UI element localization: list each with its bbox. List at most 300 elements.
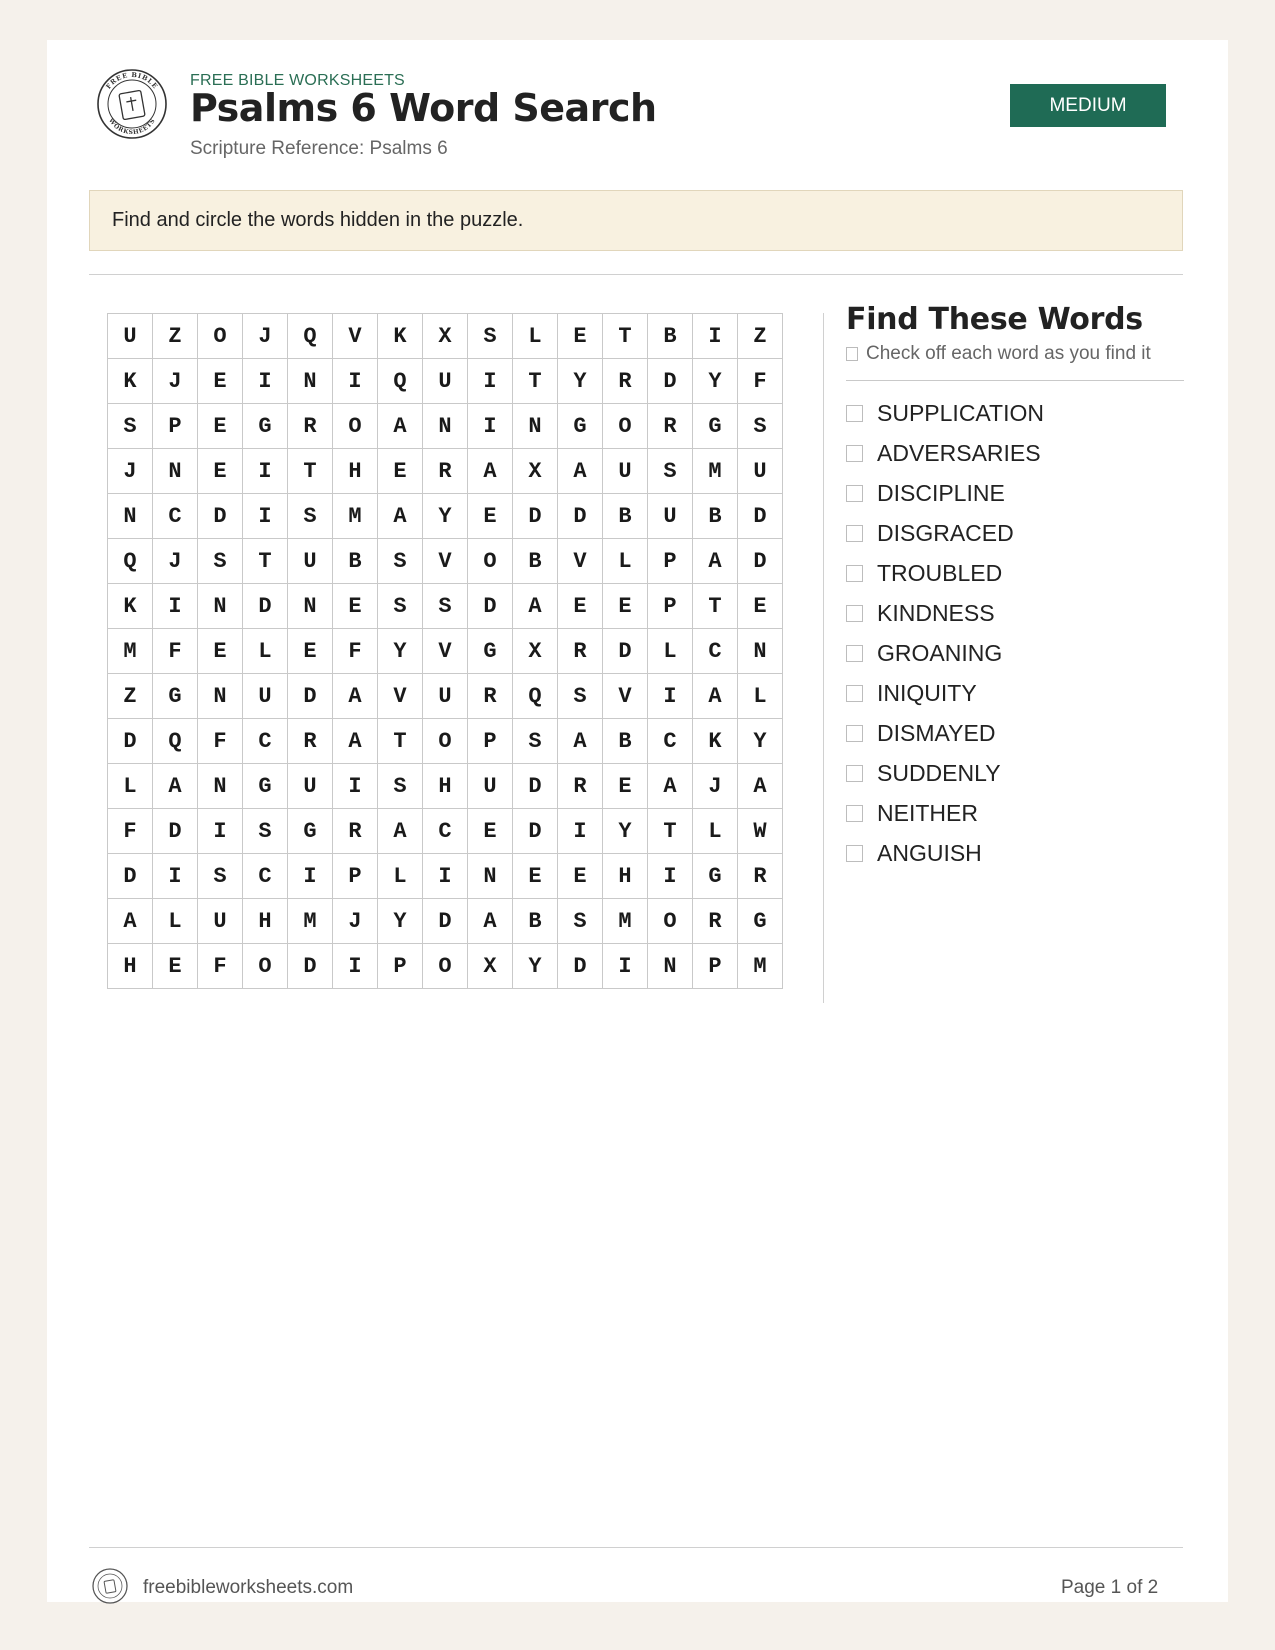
grid-cell[interactable]: R: [738, 854, 783, 899]
grid-cell[interactable]: U: [198, 899, 243, 944]
grid-cell[interactable]: N: [288, 359, 333, 404]
grid-cell[interactable]: A: [558, 449, 603, 494]
grid-cell[interactable]: M: [333, 494, 378, 539]
grid-cell[interactable]: I: [603, 944, 648, 989]
grid-cell[interactable]: D: [513, 764, 558, 809]
grid-cell[interactable]: I: [333, 359, 378, 404]
grid-cell[interactable]: O: [423, 944, 468, 989]
grid-cell[interactable]: T: [288, 449, 333, 494]
grid-cell[interactable]: E: [153, 944, 198, 989]
grid-cell[interactable]: D: [738, 494, 783, 539]
grid-cell[interactable]: P: [378, 944, 423, 989]
grid-cell[interactable]: A: [333, 674, 378, 719]
word-label: DISMAYED: [877, 719, 996, 746]
grid-cell[interactable]: D: [513, 494, 558, 539]
grid-cell[interactable]: G: [738, 899, 783, 944]
grid-cell[interactable]: I: [423, 854, 468, 899]
grid-cell[interactable]: R: [468, 674, 513, 719]
grid-cell[interactable]: D: [558, 944, 603, 989]
grid-cell[interactable]: U: [603, 449, 648, 494]
grid-cell[interactable]: N: [108, 494, 153, 539]
grid-cell[interactable]: A: [513, 584, 558, 629]
word-checkbox[interactable]: [846, 765, 863, 782]
word-label: KINDNESS: [877, 599, 995, 626]
grid-cell[interactable]: R: [333, 809, 378, 854]
grid-cell[interactable]: A: [693, 539, 738, 584]
grid-cell[interactable]: A: [738, 764, 783, 809]
grid-cell[interactable]: U: [648, 494, 693, 539]
grid-cell[interactable]: B: [603, 719, 648, 764]
grid-cell[interactable]: C: [153, 494, 198, 539]
grid-cell[interactable]: S: [108, 404, 153, 449]
grid-cell[interactable]: K: [108, 359, 153, 404]
grid-cell[interactable]: I: [468, 404, 513, 449]
grid-cell[interactable]: E: [603, 584, 648, 629]
grid-cell[interactable]: Y: [513, 944, 558, 989]
divider: [846, 380, 1184, 381]
grid-row: [108, 944, 783, 989]
grid-cell[interactable]: X: [513, 629, 558, 674]
grid-cell[interactable]: A: [648, 764, 693, 809]
grid-cell[interactable]: Z: [153, 314, 198, 359]
grid-cell[interactable]: D: [603, 629, 648, 674]
grid-cell[interactable]: S: [513, 719, 558, 764]
word-item: [846, 833, 1186, 873]
grid-cell[interactable]: E: [603, 764, 648, 809]
word-item: [846, 553, 1186, 593]
word-item: [846, 673, 1186, 713]
grid-cell[interactable]: C: [243, 719, 288, 764]
grid-cell[interactable]: H: [108, 944, 153, 989]
grid-cell[interactable]: S: [378, 764, 423, 809]
grid-row: [108, 584, 783, 629]
grid-cell[interactable]: I: [288, 854, 333, 899]
grid-cell[interactable]: V: [603, 674, 648, 719]
word-label: NEITHER: [877, 799, 978, 826]
brand-name: FREE BIBLE WORKSHEETS: [190, 72, 405, 89]
grid-row: [108, 809, 783, 854]
svg-text:FREE BIBLE: FREE BIBLE: [104, 70, 160, 91]
grid-row: [108, 449, 783, 494]
grid-cell[interactable]: R: [558, 629, 603, 674]
grid-cell[interactable]: G: [288, 809, 333, 854]
grid-cell[interactable]: M: [603, 899, 648, 944]
grid-cell[interactable]: R: [648, 404, 693, 449]
grid-cell[interactable]: X: [513, 449, 558, 494]
grid-cell[interactable]: J: [333, 899, 378, 944]
grid-cell[interactable]: T: [648, 809, 693, 854]
grid-cell[interactable]: U: [738, 449, 783, 494]
grid-cell[interactable]: P: [648, 539, 693, 584]
grid-cell[interactable]: B: [603, 494, 648, 539]
grid-cell[interactable]: P: [468, 719, 513, 764]
grid-cell[interactable]: S: [423, 584, 468, 629]
instructions-box: Find and circle the words hidden in the puzzle.: [89, 190, 1183, 251]
grid-row: [108, 494, 783, 539]
word-checkbox[interactable]: [846, 565, 863, 582]
grid-cell[interactable]: I: [153, 584, 198, 629]
grid-cell[interactable]: I: [153, 854, 198, 899]
grid-cell[interactable]: A: [333, 719, 378, 764]
grid-cell[interactable]: A: [693, 674, 738, 719]
grid-cell[interactable]: U: [423, 359, 468, 404]
grid-cell[interactable]: R: [693, 899, 738, 944]
grid-cell[interactable]: T: [243, 539, 288, 584]
grid-cell[interactable]: G: [558, 404, 603, 449]
grid-cell[interactable]: G: [243, 404, 288, 449]
grid-cell[interactable]: Q: [378, 359, 423, 404]
grid-row: [108, 359, 783, 404]
grid-cell[interactable]: S: [378, 539, 423, 584]
grid-cell[interactable]: S: [288, 494, 333, 539]
grid-row: [108, 674, 783, 719]
grid-cell[interactable]: D: [558, 494, 603, 539]
grid-cell[interactable]: Z: [108, 674, 153, 719]
grid-cell[interactable]: S: [558, 899, 603, 944]
grid-cell[interactable]: E: [558, 584, 603, 629]
grid-cell[interactable]: D: [153, 809, 198, 854]
word-item: [846, 513, 1186, 553]
word-checkbox[interactable]: [846, 645, 863, 662]
worksheet-page: [47, 40, 1228, 1602]
grid-cell[interactable]: U: [468, 764, 513, 809]
footer-divider: [89, 1547, 1183, 1548]
grid-row: [108, 764, 783, 809]
word-item: [846, 593, 1186, 633]
column-divider: [823, 313, 824, 1003]
word-checkbox[interactable]: [846, 845, 863, 862]
grid-cell[interactable]: I: [468, 359, 513, 404]
grid-cell[interactable]: R: [423, 449, 468, 494]
grid-cell[interactable]: A: [378, 494, 423, 539]
word-list-panel: [846, 302, 1186, 873]
grid-cell[interactable]: I: [243, 494, 288, 539]
grid-cell[interactable]: I: [693, 314, 738, 359]
grid-cell[interactable]: F: [108, 809, 153, 854]
word-label: TROUBLED: [877, 559, 1003, 586]
grid-cell[interactable]: R: [603, 359, 648, 404]
grid-cell[interactable]: V: [378, 674, 423, 719]
grid-cell[interactable]: B: [648, 314, 693, 359]
grid-cell[interactable]: K: [693, 719, 738, 764]
word-checkbox[interactable]: [846, 485, 863, 502]
grid-cell[interactable]: S: [738, 404, 783, 449]
grid-cell[interactable]: A: [558, 719, 603, 764]
word-search-grid[interactable]: [107, 313, 783, 989]
grid-cell[interactable]: R: [558, 764, 603, 809]
grid-cell[interactable]: D: [513, 809, 558, 854]
grid-row: [108, 404, 783, 449]
grid-cell[interactable]: Q: [513, 674, 558, 719]
grid-cell[interactable]: Z: [738, 314, 783, 359]
grid-cell[interactable]: M: [108, 629, 153, 674]
grid-cell[interactable]: E: [468, 809, 513, 854]
grid-cell[interactable]: N: [288, 584, 333, 629]
word-label: DISCIPLINE: [877, 479, 1005, 506]
grid-cell[interactable]: C: [423, 809, 468, 854]
word-label: GROANING: [877, 639, 1003, 666]
grid-cell[interactable]: I: [243, 359, 288, 404]
grid-cell[interactable]: Y: [378, 899, 423, 944]
grid-cell[interactable]: J: [153, 359, 198, 404]
grid-cell[interactable]: C: [693, 629, 738, 674]
grid-cell[interactable]: M: [738, 944, 783, 989]
grid-cell[interactable]: H: [423, 764, 468, 809]
grid-cell[interactable]: O: [333, 404, 378, 449]
grid-cell[interactable]: G: [153, 674, 198, 719]
grid-cell[interactable]: D: [423, 899, 468, 944]
grid-cell[interactable]: N: [198, 584, 243, 629]
word-checkbox[interactable]: [846, 805, 863, 822]
grid-cell[interactable]: U: [108, 314, 153, 359]
grid-row: [108, 314, 783, 359]
word-item: [846, 393, 1186, 433]
grid-cell[interactable]: A: [378, 809, 423, 854]
word-list: [846, 393, 1186, 873]
grid-cell[interactable]: E: [198, 359, 243, 404]
grid-cell[interactable]: P: [333, 854, 378, 899]
grid-cell[interactable]: E: [198, 404, 243, 449]
grid-cell[interactable]: G: [693, 854, 738, 899]
grid-cell[interactable]: F: [333, 629, 378, 674]
grid-cell[interactable]: B: [513, 539, 558, 584]
grid-cell[interactable]: A: [378, 404, 423, 449]
grid-cell[interactable]: N: [153, 449, 198, 494]
grid-cell[interactable]: F: [153, 629, 198, 674]
grid-cell[interactable]: L: [378, 854, 423, 899]
grid-cell[interactable]: E: [378, 449, 423, 494]
grid-cell[interactable]: U: [288, 764, 333, 809]
word-checkbox[interactable]: [846, 605, 863, 622]
grid-cell[interactable]: G: [693, 404, 738, 449]
grid-cell[interactable]: N: [198, 764, 243, 809]
word-item: [846, 753, 1186, 793]
grid-cell[interactable]: A: [468, 449, 513, 494]
grid-cell[interactable]: D: [198, 494, 243, 539]
grid-cell[interactable]: C: [243, 854, 288, 899]
grid-cell[interactable]: L: [108, 764, 153, 809]
word-checkbox[interactable]: [846, 405, 863, 422]
page-title: Psalms 6 Word Search: [190, 86, 657, 130]
grid-row: [108, 854, 783, 899]
grid-cell[interactable]: L: [243, 629, 288, 674]
grid-cell[interactable]: S: [198, 539, 243, 584]
grid-cell[interactable]: O: [423, 719, 468, 764]
grid-cell[interactable]: F: [738, 359, 783, 404]
page-number: Page 1 of 2: [1061, 1577, 1159, 1598]
grid-cell[interactable]: D: [648, 359, 693, 404]
grid-cell[interactable]: N: [738, 629, 783, 674]
grid-cell[interactable]: N: [513, 404, 558, 449]
grid-cell[interactable]: D: [738, 539, 783, 584]
grid-cell[interactable]: P: [153, 404, 198, 449]
grid-cell[interactable]: W: [738, 809, 783, 854]
grid-cell[interactable]: E: [558, 854, 603, 899]
grid-cell[interactable]: A: [468, 899, 513, 944]
grid-cell[interactable]: M: [288, 899, 333, 944]
grid-cell[interactable]: S: [198, 854, 243, 899]
grid-cell[interactable]: O: [243, 944, 288, 989]
grid-cell[interactable]: M: [693, 449, 738, 494]
grid-cell[interactable]: D: [108, 854, 153, 899]
grid-cell[interactable]: C: [648, 719, 693, 764]
header: [47, 40, 1228, 190]
word-item: [846, 433, 1186, 473]
grid-cell[interactable]: B: [513, 899, 558, 944]
grid-cell[interactable]: H: [333, 449, 378, 494]
grid-row: [108, 899, 783, 944]
grid-cell[interactable]: J: [243, 314, 288, 359]
word-item: [846, 473, 1186, 513]
svg-text:WORKSHEETS: WORKSHEETS: [107, 117, 157, 137]
grid-cell[interactable]: P: [693, 944, 738, 989]
word-list-title: Find These Words: [846, 302, 1143, 337]
word-label: SUDDENLY: [877, 759, 1001, 786]
grid-cell[interactable]: O: [198, 314, 243, 359]
grid-cell[interactable]: B: [693, 494, 738, 539]
grid-cell[interactable]: V: [423, 539, 468, 584]
grid-cell[interactable]: D: [288, 674, 333, 719]
footer-logo-icon: [92, 1568, 128, 1604]
grid-cell[interactable]: A: [108, 899, 153, 944]
word-label: DISGRACED: [877, 519, 1014, 546]
divider: [89, 274, 1183, 275]
grid-cell[interactable]: Y: [378, 629, 423, 674]
grid-cell[interactable]: N: [423, 404, 468, 449]
grid-cell[interactable]: Q: [288, 314, 333, 359]
grid-cell[interactable]: L: [738, 674, 783, 719]
grid-cell[interactable]: Y: [558, 359, 603, 404]
grid-cell[interactable]: Y: [423, 494, 468, 539]
grid-cell[interactable]: D: [108, 719, 153, 764]
footer-website: freebibleworksheets.com: [143, 1577, 354, 1598]
grid-cell[interactable]: E: [468, 494, 513, 539]
bible-seal-icon: [96, 68, 168, 140]
word-list-subtitle: [846, 343, 1186, 365]
word-list-subtitle-text: Check off each word as you find it: [866, 343, 1151, 364]
grid-cell[interactable]: T: [378, 719, 423, 764]
grid-cell[interactable]: E: [738, 584, 783, 629]
grid-cell[interactable]: O: [648, 899, 693, 944]
difficulty-badge: MEDIUM: [1010, 84, 1166, 127]
grid-cell[interactable]: Q: [108, 539, 153, 584]
grid-cell[interactable]: B: [333, 539, 378, 584]
grid-cell[interactable]: S: [648, 449, 693, 494]
grid-cell[interactable]: X: [423, 314, 468, 359]
grid-cell[interactable]: X: [468, 944, 513, 989]
grid-cell[interactable]: L: [648, 629, 693, 674]
grid-cell[interactable]: L: [693, 809, 738, 854]
grid-cell[interactable]: S: [468, 314, 513, 359]
word-checkbox[interactable]: [846, 445, 863, 462]
scripture-reference: Scripture Reference: Psalms 6: [190, 138, 448, 159]
grid-row: [108, 719, 783, 764]
grid-row: [108, 539, 783, 584]
word-label: INIQUITY: [877, 679, 977, 706]
grid-cell[interactable]: U: [243, 674, 288, 719]
grid-cell[interactable]: D: [468, 584, 513, 629]
grid-cell[interactable]: L: [603, 539, 648, 584]
grid-cell[interactable]: V: [558, 539, 603, 584]
grid-cell[interactable]: F: [198, 719, 243, 764]
word-label: ADVERSARIES: [877, 439, 1041, 466]
grid-cell[interactable]: J: [108, 449, 153, 494]
grid-cell[interactable]: E: [333, 584, 378, 629]
grid-cell[interactable]: R: [288, 404, 333, 449]
grid-cell[interactable]: E: [198, 629, 243, 674]
grid-cell[interactable]: S: [243, 809, 288, 854]
grid-cell[interactable]: I: [648, 674, 693, 719]
word-checkbox[interactable]: [846, 725, 863, 742]
word-checkbox[interactable]: [846, 685, 863, 702]
word-label: ANGUISH: [877, 839, 982, 866]
checkbox-hint-icon: [846, 347, 858, 361]
grid-cell[interactable]: G: [243, 764, 288, 809]
grid-cell[interactable]: T: [603, 314, 648, 359]
grid-cell[interactable]: E: [288, 629, 333, 674]
grid-cell[interactable]: I: [333, 764, 378, 809]
grid-cell[interactable]: R: [288, 719, 333, 764]
word-label: SUPPLICATION: [877, 399, 1044, 426]
grid-cell[interactable]: U: [423, 674, 468, 719]
grid-cell[interactable]: P: [648, 584, 693, 629]
grid-cell[interactable]: D: [243, 584, 288, 629]
grid-cell[interactable]: I: [558, 809, 603, 854]
grid-cell[interactable]: S: [378, 584, 423, 629]
grid-cell[interactable]: F: [198, 944, 243, 989]
grid-cell[interactable]: H: [603, 854, 648, 899]
grid-cell[interactable]: E: [198, 449, 243, 494]
grid-cell[interactable]: V: [333, 314, 378, 359]
grid-cell[interactable]: N: [198, 674, 243, 719]
grid-row: [108, 629, 783, 674]
grid-cell[interactable]: I: [333, 944, 378, 989]
grid-cell[interactable]: Y: [603, 809, 648, 854]
grid-cell[interactable]: U: [288, 539, 333, 584]
grid-cell[interactable]: T: [693, 584, 738, 629]
grid-cell[interactable]: S: [558, 674, 603, 719]
grid-cell[interactable]: O: [468, 539, 513, 584]
grid-cell[interactable]: K: [378, 314, 423, 359]
grid-cell[interactable]: I: [198, 809, 243, 854]
grid-cell[interactable]: L: [513, 314, 558, 359]
grid-cell[interactable]: O: [603, 404, 648, 449]
grid-cell[interactable]: D: [288, 944, 333, 989]
grid-cell[interactable]: L: [153, 899, 198, 944]
grid-cell[interactable]: E: [513, 854, 558, 899]
word-checkbox[interactable]: [846, 525, 863, 542]
grid-cell[interactable]: I: [243, 449, 288, 494]
grid-cell[interactable]: K: [108, 584, 153, 629]
grid-cell[interactable]: Q: [153, 719, 198, 764]
grid-cell[interactable]: G: [468, 629, 513, 674]
grid-cell[interactable]: T: [513, 359, 558, 404]
grid-cell[interactable]: E: [558, 314, 603, 359]
grid-cell[interactable]: I: [648, 854, 693, 899]
word-item: [846, 793, 1186, 833]
grid-cell[interactable]: Y: [693, 359, 738, 404]
grid-cell[interactable]: N: [648, 944, 693, 989]
grid-cell[interactable]: N: [468, 854, 513, 899]
grid-cell[interactable]: H: [243, 899, 288, 944]
word-item: [846, 633, 1186, 673]
grid-cell[interactable]: J: [693, 764, 738, 809]
grid-cell[interactable]: J: [153, 539, 198, 584]
grid-cell[interactable]: Y: [738, 719, 783, 764]
word-item: [846, 713, 1186, 753]
grid-cell[interactable]: V: [423, 629, 468, 674]
grid-cell[interactable]: A: [153, 764, 198, 809]
